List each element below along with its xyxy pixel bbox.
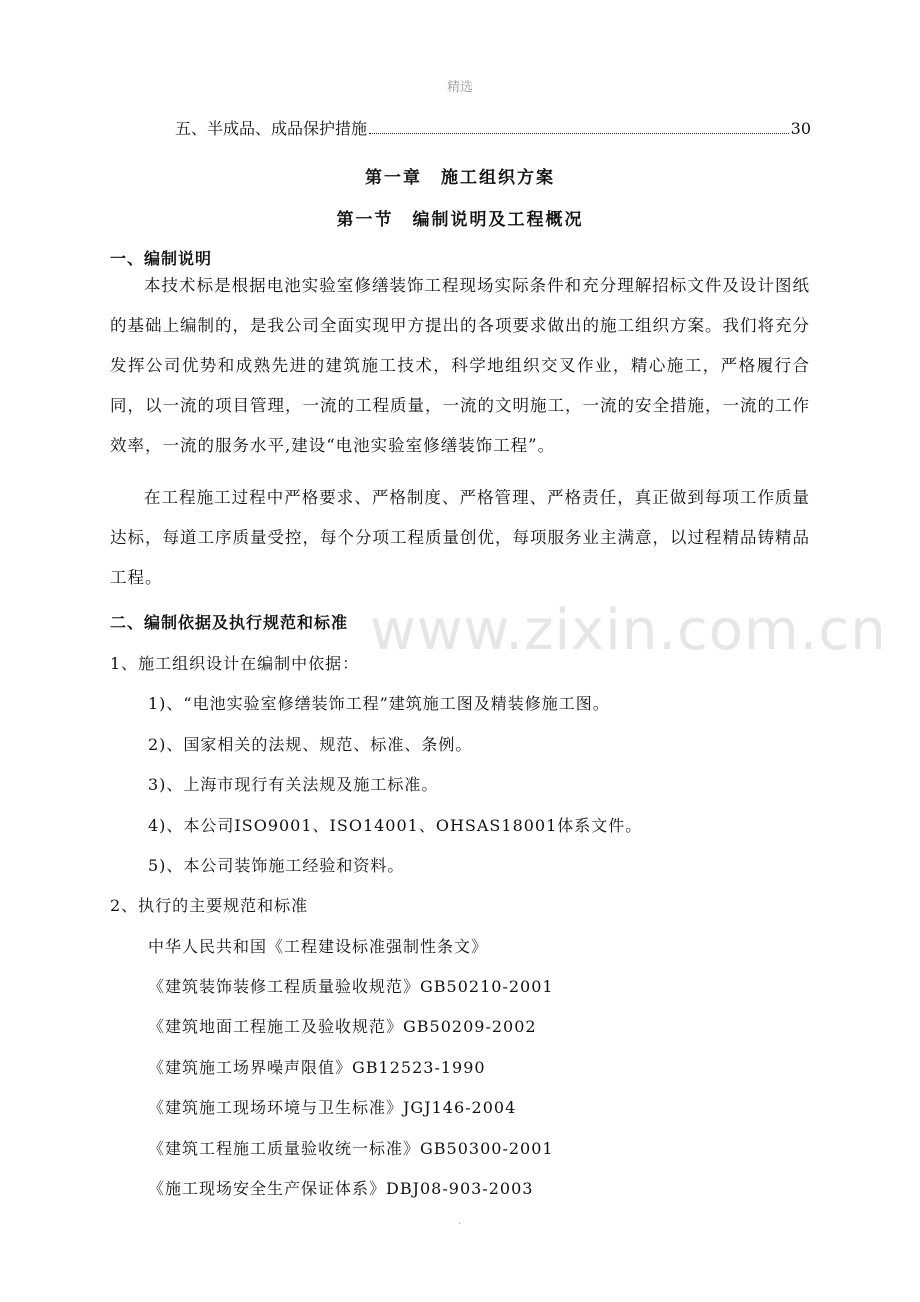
toc-entry[interactable] [175,116,811,139]
toc-leader-dots [369,132,789,134]
header-mark: 精选 [446,80,473,95]
watermark: www.zixin.com.cn [370,598,887,663]
part2-heading: 二、编制依据及执行规范和标准 [110,613,349,632]
sub1-item: 2)、国家相关的法规、规范、标准、条例。 [148,735,473,754]
standard-item: 《建筑施工现场环境与卫生标准》JGJ146-2004 [148,1098,517,1117]
standard-item: 中华人民共和国《工程建设标准强制性条文》 [148,937,489,956]
standard-item: 《建筑装饰装修工程质量验收规范》GB50210-2001 [148,977,554,996]
standard-item: 《建筑地面工程施工及验收规范》GB50209-2002 [148,1017,537,1036]
section-title: 第一节 编制说明及工程概况 [336,210,584,230]
footer-dot: . [458,1216,462,1227]
part1-paragraph-2: 在工程施工过程中严格要求、严格制度、严格管理、严格责任，真正做到每项工作质量达标，每道工序质量受控，每个分项工程质量创优，每项服务业主满意，以过程精品铸精品工程。 [110,488,810,587]
sub1-item: 1)、“电池实验室修缮装饰工程”建筑施工图及精装修施工图。 [148,694,610,713]
sub1-item: 4)、本公司ISO9001、ISO14001、OHSAS18001体系文件。 [148,816,643,835]
chapter-title: 第一章 施工组织方案 [365,168,555,188]
toc-page-number: 30 [790,119,811,138]
standard-item: 《施工现场安全生产保证体系》DBJ08-903-2003 [148,1179,534,1198]
part1-heading: 一、编制说明 [110,249,213,268]
part1-paragraph-1: 本技术标是根据电池实验室修缮装饰工程现场实际条件和充分理解招标文件及设计图纸的基础上编制的，是我公司全面实现甲方提出的各项要求做出的施工组织方案。我们将充分发挥公司优势和成熟先进的建筑施工技术，科学地组织交叉作业，精心施工，严格履行合同，以一流的项目管理，一流的工程质量，一流的文明施工，一流的安全措施，一流的工作效率，一流的服务水平,建设“电池实验室修缮装饰工程”。 [110,276,810,455]
sub1-item: 5)、本公司装饰施工经验和资料。 [148,856,405,875]
toc-label: 五、半成品、成品保护措施 [175,119,368,138]
sub1-item: 3)、上海市现行有关法规及施工标准。 [148,775,439,794]
standard-item: 《建筑工程施工质量验收统一标准》GB50300-2001 [148,1139,554,1158]
sub1-title: 1、施工组织设计在编制中依据： [110,654,360,673]
sub2-title: 2、执行的主要规范和标准 [110,896,309,915]
standard-item: 《建筑施工场界噪声限值》GB12523-1990 [148,1058,486,1077]
